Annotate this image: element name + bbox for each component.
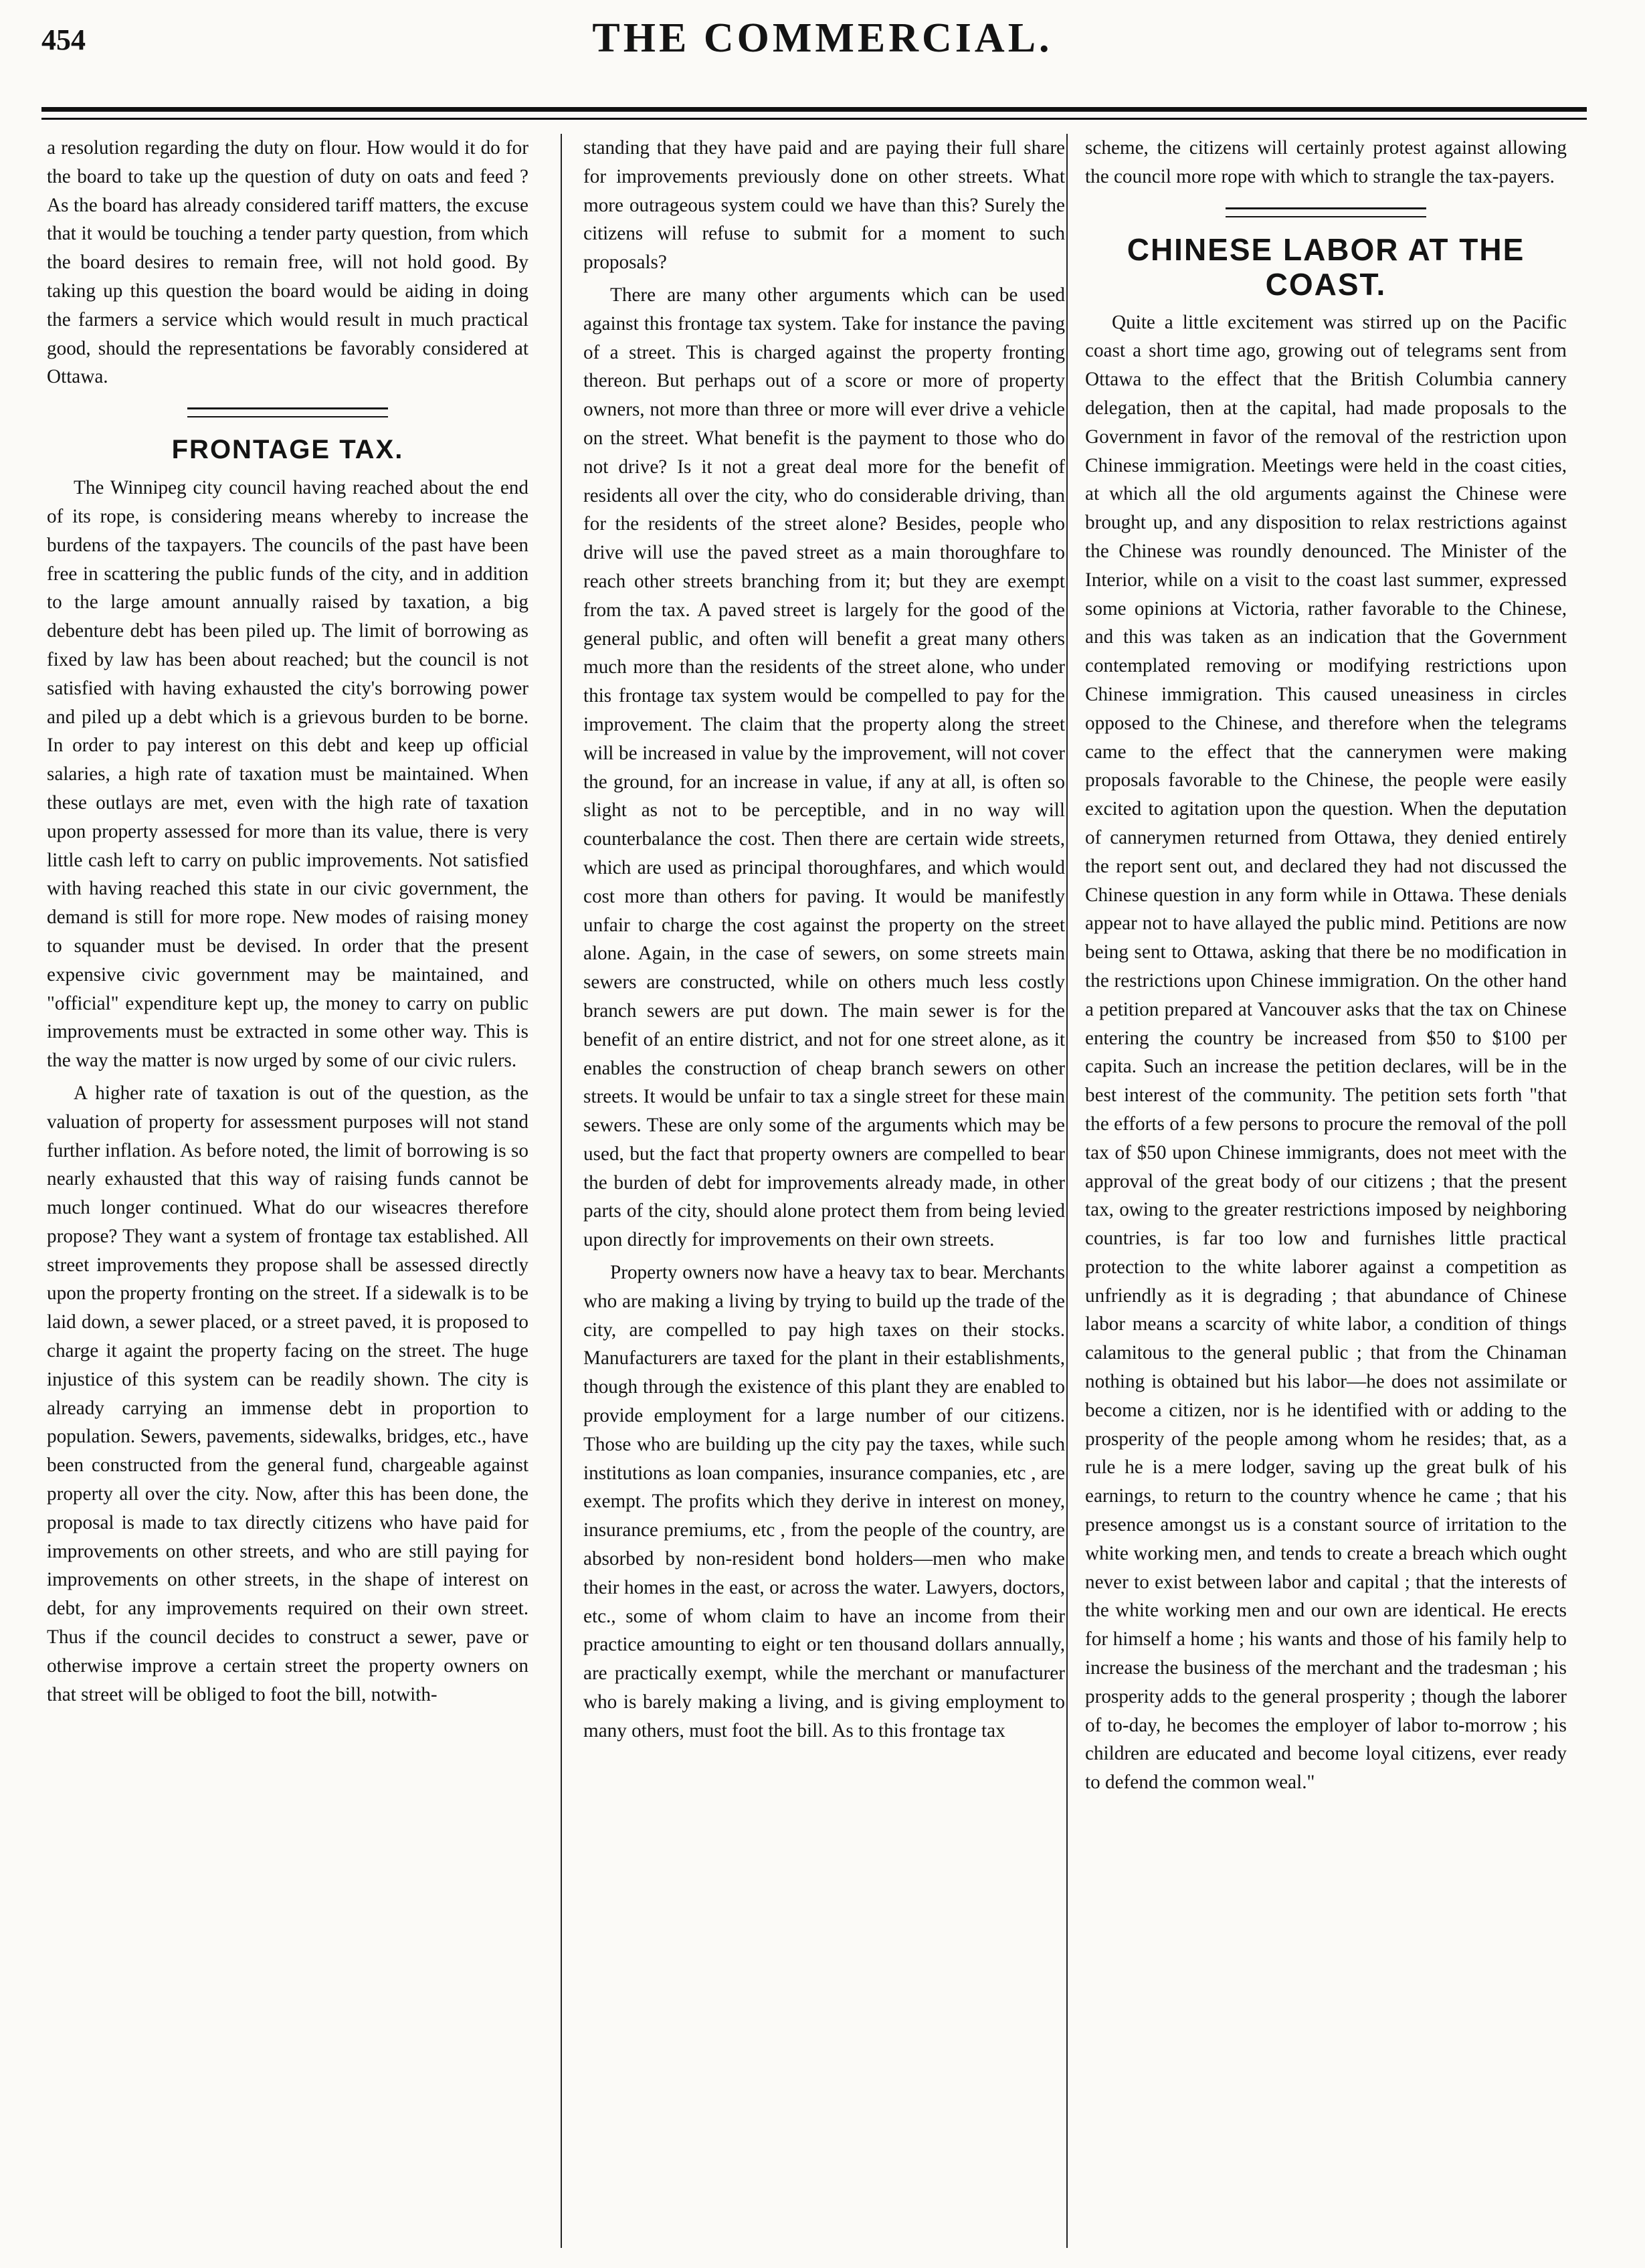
article-paragraph: standing that they have paid and are paying their full share for improvements previously done on other streets. What more outrageous system could we have than this? Surely the citizens will refuse to submit for a moment to such proposals? bbox=[583, 137, 1065, 274]
column-3 bbox=[1085, 134, 1567, 1797]
column-1 bbox=[47, 134, 528, 1709]
column-2 bbox=[583, 134, 1065, 1745]
masthead-rule-thin bbox=[41, 118, 1587, 120]
masthead-title: THE COMMERCIAL. bbox=[592, 15, 1053, 61]
heading-ornament-rule bbox=[187, 407, 388, 417]
heading-ornament-rule bbox=[1226, 207, 1426, 217]
page-number: 454 bbox=[41, 23, 86, 56]
article-heading: CHINESE LABOR AT THE COAST. bbox=[1127, 231, 1525, 302]
article-paragraph: The Winnipeg city council having reached about the end of its rope, is considering means whereby to increase the burdens of the taxpayers. The councils of the past have been free in scattering the public funds of the city, and in addition to the large amount annually raised by taxation, a big debenture debt has been piled up. The limit of borrowing as fixed by law has been about reached; but the council is not satisfied with having exhausted the city's borrowing power and piled up a debt which is a grievous burden to be borne. In order to pay interest on this debt and keep up official salaries, a high rate of taxation must be maintained. When these outlays are met, even with the high rate of taxation upon property assessed for more than its value, there is very little cash left to carry on public improvements. Not satisfied with having reached this state in our civic government, the demand is still for more rope. New modes of raising money to squander must be devised. In order that the present expensive civic government may be maintained, and "official" expenditure kept up, the money to carry on public improvements must be extracted in some other way. This is the way the matter is now urged by some of our civic rulers. bbox=[47, 477, 528, 1072]
masthead-rule bbox=[41, 107, 1587, 112]
article-paragraph: Quite a little excitement was stirred up on the Pacific coast a short time ago, growing out of telegrams sent from Ottawa to the effect that the British Columbia cannery delegation, then at the capital, had made proposals to the Government in favor of the removal of the restriction upon Chinese immigration. Meetings were held in the coast cities, at which all the old arguments against the Chinese were brought up, and any disposition to relax restrictions against the Chinese was roundly denounced. The Minister of the Interior, while on a visit to the coast last summer, expressed some opinions at Victoria, rather favorable to the Chinese, and this was taken as an indication that the Government contemplated removing or modifying restrictions upon Chinese immigration. This caused uneasiness in circles opposed to the Chinese, and therefore when the telegrams came to the effect that the cannerymen were making proposals favorable to the Chinese, the people were easily excited to agitation upon the question. When the deputation of cannerymen returned from Ottawa, they denied entirely the report sent out, and declared they had not discussed the Chinese question in any form while in Ottawa. These denials appear not to have allayed the public mind. Petitions are now being sent to Ottawa, asking that there be no modification in the restrictions upon Chinese immigration. On the other hand a petition prepared at Vancouver asks that the tax on Chinese entering the country be increased from $50 to $100 per capita. Such an increase the petition declares, will be in the best interest of the community. The petition sets forth "that the efforts of a few persons to procure the removal of the poll tax of $50 upon Chinese immigrants, does not meet with the approval of the great body of our citizens ; that the present tax, owing to the greater restrictions imposed by neighboring countries, is far too low and furnishes little practical protection to the white laborer against a competition as unfriendly as it is degrading ; that abundance of Chinese labor means a scarcity of white labor, a condition of things calamitous to the general public ; that from the Chinaman nothing is obtained but his labor—he does not assimilate or become a citizen, nor is he identified with or adding to the prosperity of the people among whom he resides; that, as a rule he is a mere lodger, saving up the great bulk of his earnings, to return to the country whence he came ; that his presence amongst us is a constant source of irritation to the white working men, and tends to create a breach which ought never to exist between labor and capital ; that the interests of the white working men and our own are identical. He erects for himself a home ; his wants and those of his family help to increase the business of the merchant and the tradesman ; his prosperity adds to the general prosperity ; though the laborer of to-day, he becomes the employer of labor to-morrow ; his children are educated and become loyal citizens, ever ready to defend the common weal." bbox=[1085, 311, 1567, 1794]
column-rule-right bbox=[1066, 134, 1068, 2248]
column-rule-left bbox=[561, 134, 562, 2248]
article-paragraph: a resolution regarding the duty on flour. How would it do for the board to take up the question of duty on oats and feed ? As the board has already considered tariff matters, the excuse that it would be touching a tender party question, from which the board desires to remain free, will not hold good. By taking up this question the board would be aiding in doing the farmers a service which would result in much practical good, should the representations be favorably considered at Ottawa. bbox=[47, 137, 528, 388]
article-paragraph: A higher rate of taxation is out of the question, as the valuation of property for assessment purposes will not stand further inflation. As before noted, the limit of borrowing is so nearly exhausted that this way of raising funds cannot be much longer continued. What do our wiseacres therefore propose? They want a system of frontage tax established. All street improvements they propose shall be assessed directly upon the property fronting on the street. If a sidewalk is to be laid down, a sewer placed, or a street paved, it is proposed to charge it againt the property facing on the street. The huge injustice of this system can be readily shown. The city is already carrying an immense debt in proportion to population. Sewers, pavements, sidewalks, bridges, etc., have been constructed from the general fund, chargeable against property all over the city. Now, after this has been done, the proposal is made to tax directly citizens who have paid for improvements on other streets, and who are still paying for improvements on other streets, in the shape of interest on debt, for any improvements required on their own street. Thus if the council decides to construct a sewer, pave or otherwise improve a certain street the property owners on that street will be obliged to foot the bill, notwith- bbox=[47, 1082, 528, 1705]
article-heading: FRONTAGE TAX. bbox=[171, 435, 404, 465]
article-paragraph: Property owners now have a heavy tax to bear. Merchants who are making a living by trying to build up the trade of the city, are compelled to pay high taxes on their stocks. Manufacturers are taxed for the plant in their establishments, though through the existence of this plant they are enabled to provide employment for a large number of our citizens. Those who are building up the city pay the taxes, while such institutions as loan companies, insurance companies, etc , are exempt. The profits which they derive in interest on money, insurance premiums, etc , from the people of the country, are absorbed by non-resident bond holders—men who make their homes in the east, or across the water. Lawyers, doctors, etc., some of whom claim to have an income from their practice amounting to eight or ten thousand dollars annually, are practically exempt, while the merchant or manufacturer who is barely making a living, and is giving employment to many others, must foot the bill. As to this frontage tax bbox=[583, 1262, 1065, 1741]
article-paragraph: There are many other arguments which can be used against this frontage tax system. Take for instance the paving of a street. This is charged against the property fronting thereon. But perhaps out of a score or more of property owners, not more than three or more will ever drive a vehicle on the street. What benefit is the payment to those who do not drive? Is it not a great deal more for the benefit of residents all over the city, who do considerable driving, than for the residents of the street alone? Besides, people who drive will use the paved street as a main thoroughfare to reach other streets branching from it; but they are exempt from the tax. A paved street is largely for the good of the general public, and often will benefit a great many others much more than the residents of the street alone, who under this frontage tax system would be compelled to pay for the improvement. The claim that the property along the street will be increased in value by the improvement, will not cover the ground, for an increase in value, if any at all, is often so slight as not to be perceptible, and in no way will counterbalance the cost. Then there are certain wide streets, which are used as principal thoroughfares, and which would cost more than others for paving. It would be manifestly unfair to charge the cost against the property on the street alone. Again, in the case of sewers, on some streets main sewers are constructed, while on others much less costly branch sewers are put down. The main sewer is for the benefit of an entire district, and not for one street alone, as it enables the construction of cheap branch sewers on other streets. It would be unfair to tax a single street for these main sewers. These are only some of the arguments which may be used, but the fact that property owners are compelled to bear the burden of debt for improvements already made, in other parts of the city, should alone protect them from being levied upon directly for improvements on their own streets. bbox=[583, 284, 1065, 1251]
article-paragraph: scheme, the citizens will certainly protest against allowing the council more rope with which to strangle the tax-payers. bbox=[1085, 137, 1567, 187]
